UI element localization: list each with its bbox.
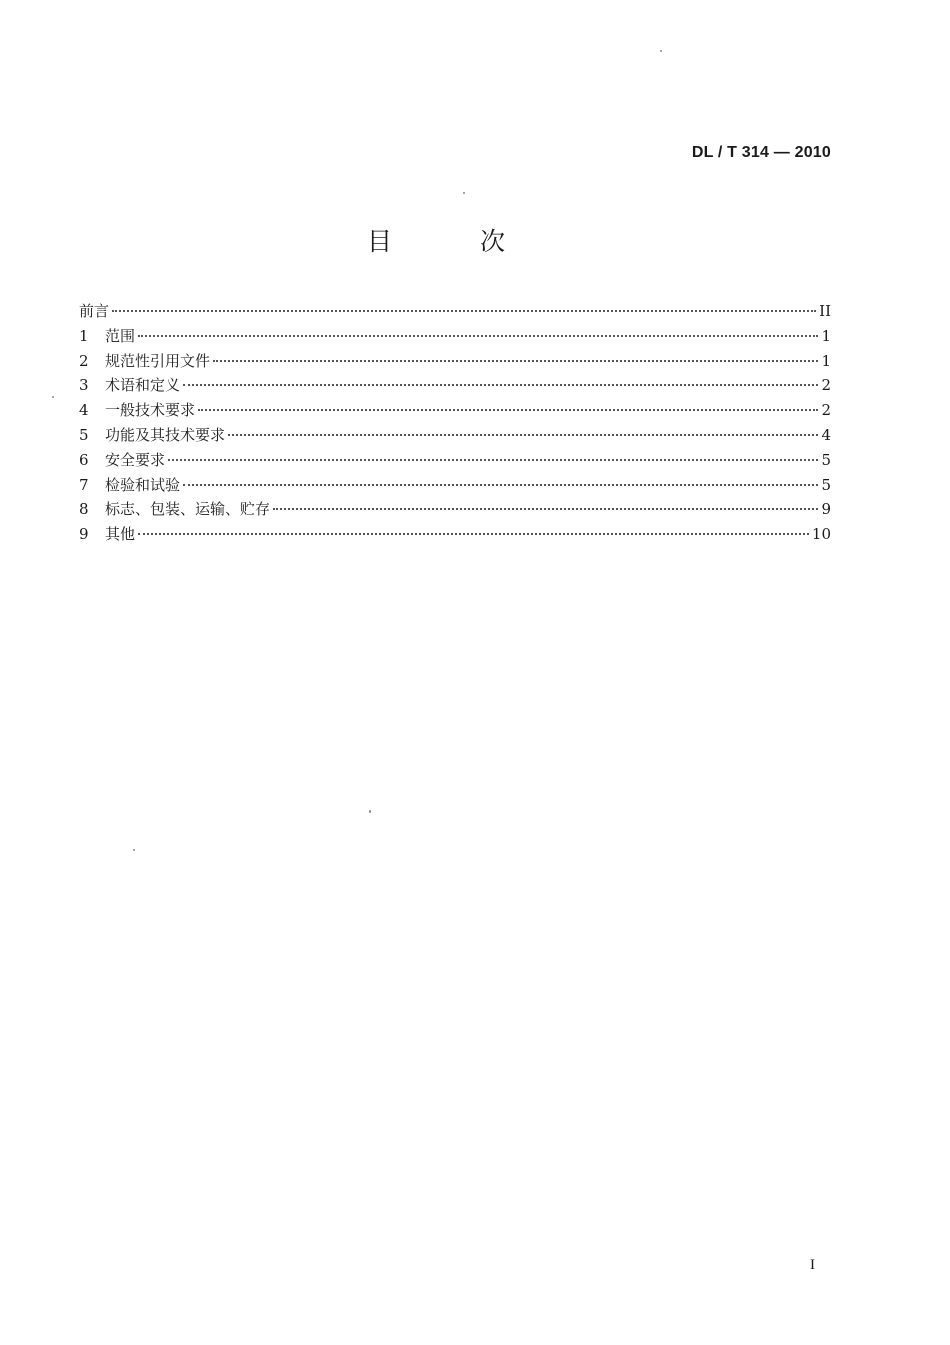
toc-entry-label: 安全要求 <box>105 450 166 469</box>
toc-entry-foreword[interactable] <box>79 299 831 324</box>
standard-code: DL / T 314 — 2010 <box>691 144 831 161</box>
dot-leader <box>183 483 818 486</box>
toc-entry-5[interactable] <box>79 423 831 448</box>
scan-speck <box>660 50 662 52</box>
dot-leader <box>273 507 818 510</box>
dot-leader <box>138 334 818 337</box>
toc-entry-4[interactable] <box>79 398 831 423</box>
toc-entry-page: 1 <box>821 351 831 370</box>
scan-speck <box>52 396 54 398</box>
toc-entry-3[interactable] <box>79 373 831 398</box>
toc-entry-9[interactable] <box>79 522 831 547</box>
toc-entry-number: 4 <box>79 401 89 420</box>
dot-leader <box>213 359 818 362</box>
toc-entry-page: 9 <box>821 500 831 519</box>
toc-entry-label: 范围 <box>105 326 136 345</box>
toc-entry-label: 检验和试验 <box>105 475 181 494</box>
dot-leader <box>138 532 809 535</box>
toc-entry-number: 2 <box>79 351 89 370</box>
scan-speck <box>369 810 371 813</box>
toc-title: 目 次 <box>367 227 545 256</box>
toc-entry-number: 1 <box>79 326 89 345</box>
toc-entry-label: 术语和定义 <box>105 376 181 395</box>
toc-entry-label: 功能及其技术要求 <box>105 425 226 444</box>
toc-entry-label: 一般技术要求 <box>105 401 196 420</box>
toc-entry-label: 前言 <box>79 302 110 320</box>
toc-entry-8[interactable] <box>79 497 831 522</box>
toc-entry-number: 3 <box>79 376 89 395</box>
dot-leader <box>228 433 818 436</box>
toc-entry-page: II <box>819 302 831 320</box>
toc-entry-page: 10 <box>811 525 831 544</box>
toc-entry-number: 7 <box>79 475 89 494</box>
toc-entry-1[interactable] <box>79 324 831 349</box>
toc-entry-2[interactable] <box>79 349 831 374</box>
toc-entry-label: 标志、包装、运输、贮存 <box>105 500 271 519</box>
dot-leader <box>183 383 818 386</box>
toc-entry-page: 5 <box>821 450 831 469</box>
toc-entry-label: 规范性引用文件 <box>105 351 211 370</box>
toc-entry-number: 9 <box>79 525 89 544</box>
scan-speck <box>133 849 135 851</box>
dot-leader <box>198 408 818 411</box>
toc-entry-page: 5 <box>821 475 831 494</box>
page-number: I <box>810 1257 815 1273</box>
toc-entry-6[interactable] <box>79 448 831 473</box>
toc-entry-number: 6 <box>79 450 89 469</box>
dot-leader <box>112 309 816 312</box>
toc-entry-page: 2 <box>821 376 831 395</box>
toc-entry-page: 2 <box>821 401 831 420</box>
toc-entry-label: 其他 <box>105 525 136 544</box>
dot-leader <box>168 458 818 461</box>
toc-entry-7[interactable] <box>79 473 831 498</box>
toc-entry-page: 1 <box>821 326 831 345</box>
scan-speck <box>463 192 465 194</box>
toc-entry-page: 4 <box>821 425 831 444</box>
table-of-contents <box>79 299 831 547</box>
toc-entry-number: 8 <box>79 500 89 519</box>
toc-entry-number: 5 <box>79 425 89 444</box>
